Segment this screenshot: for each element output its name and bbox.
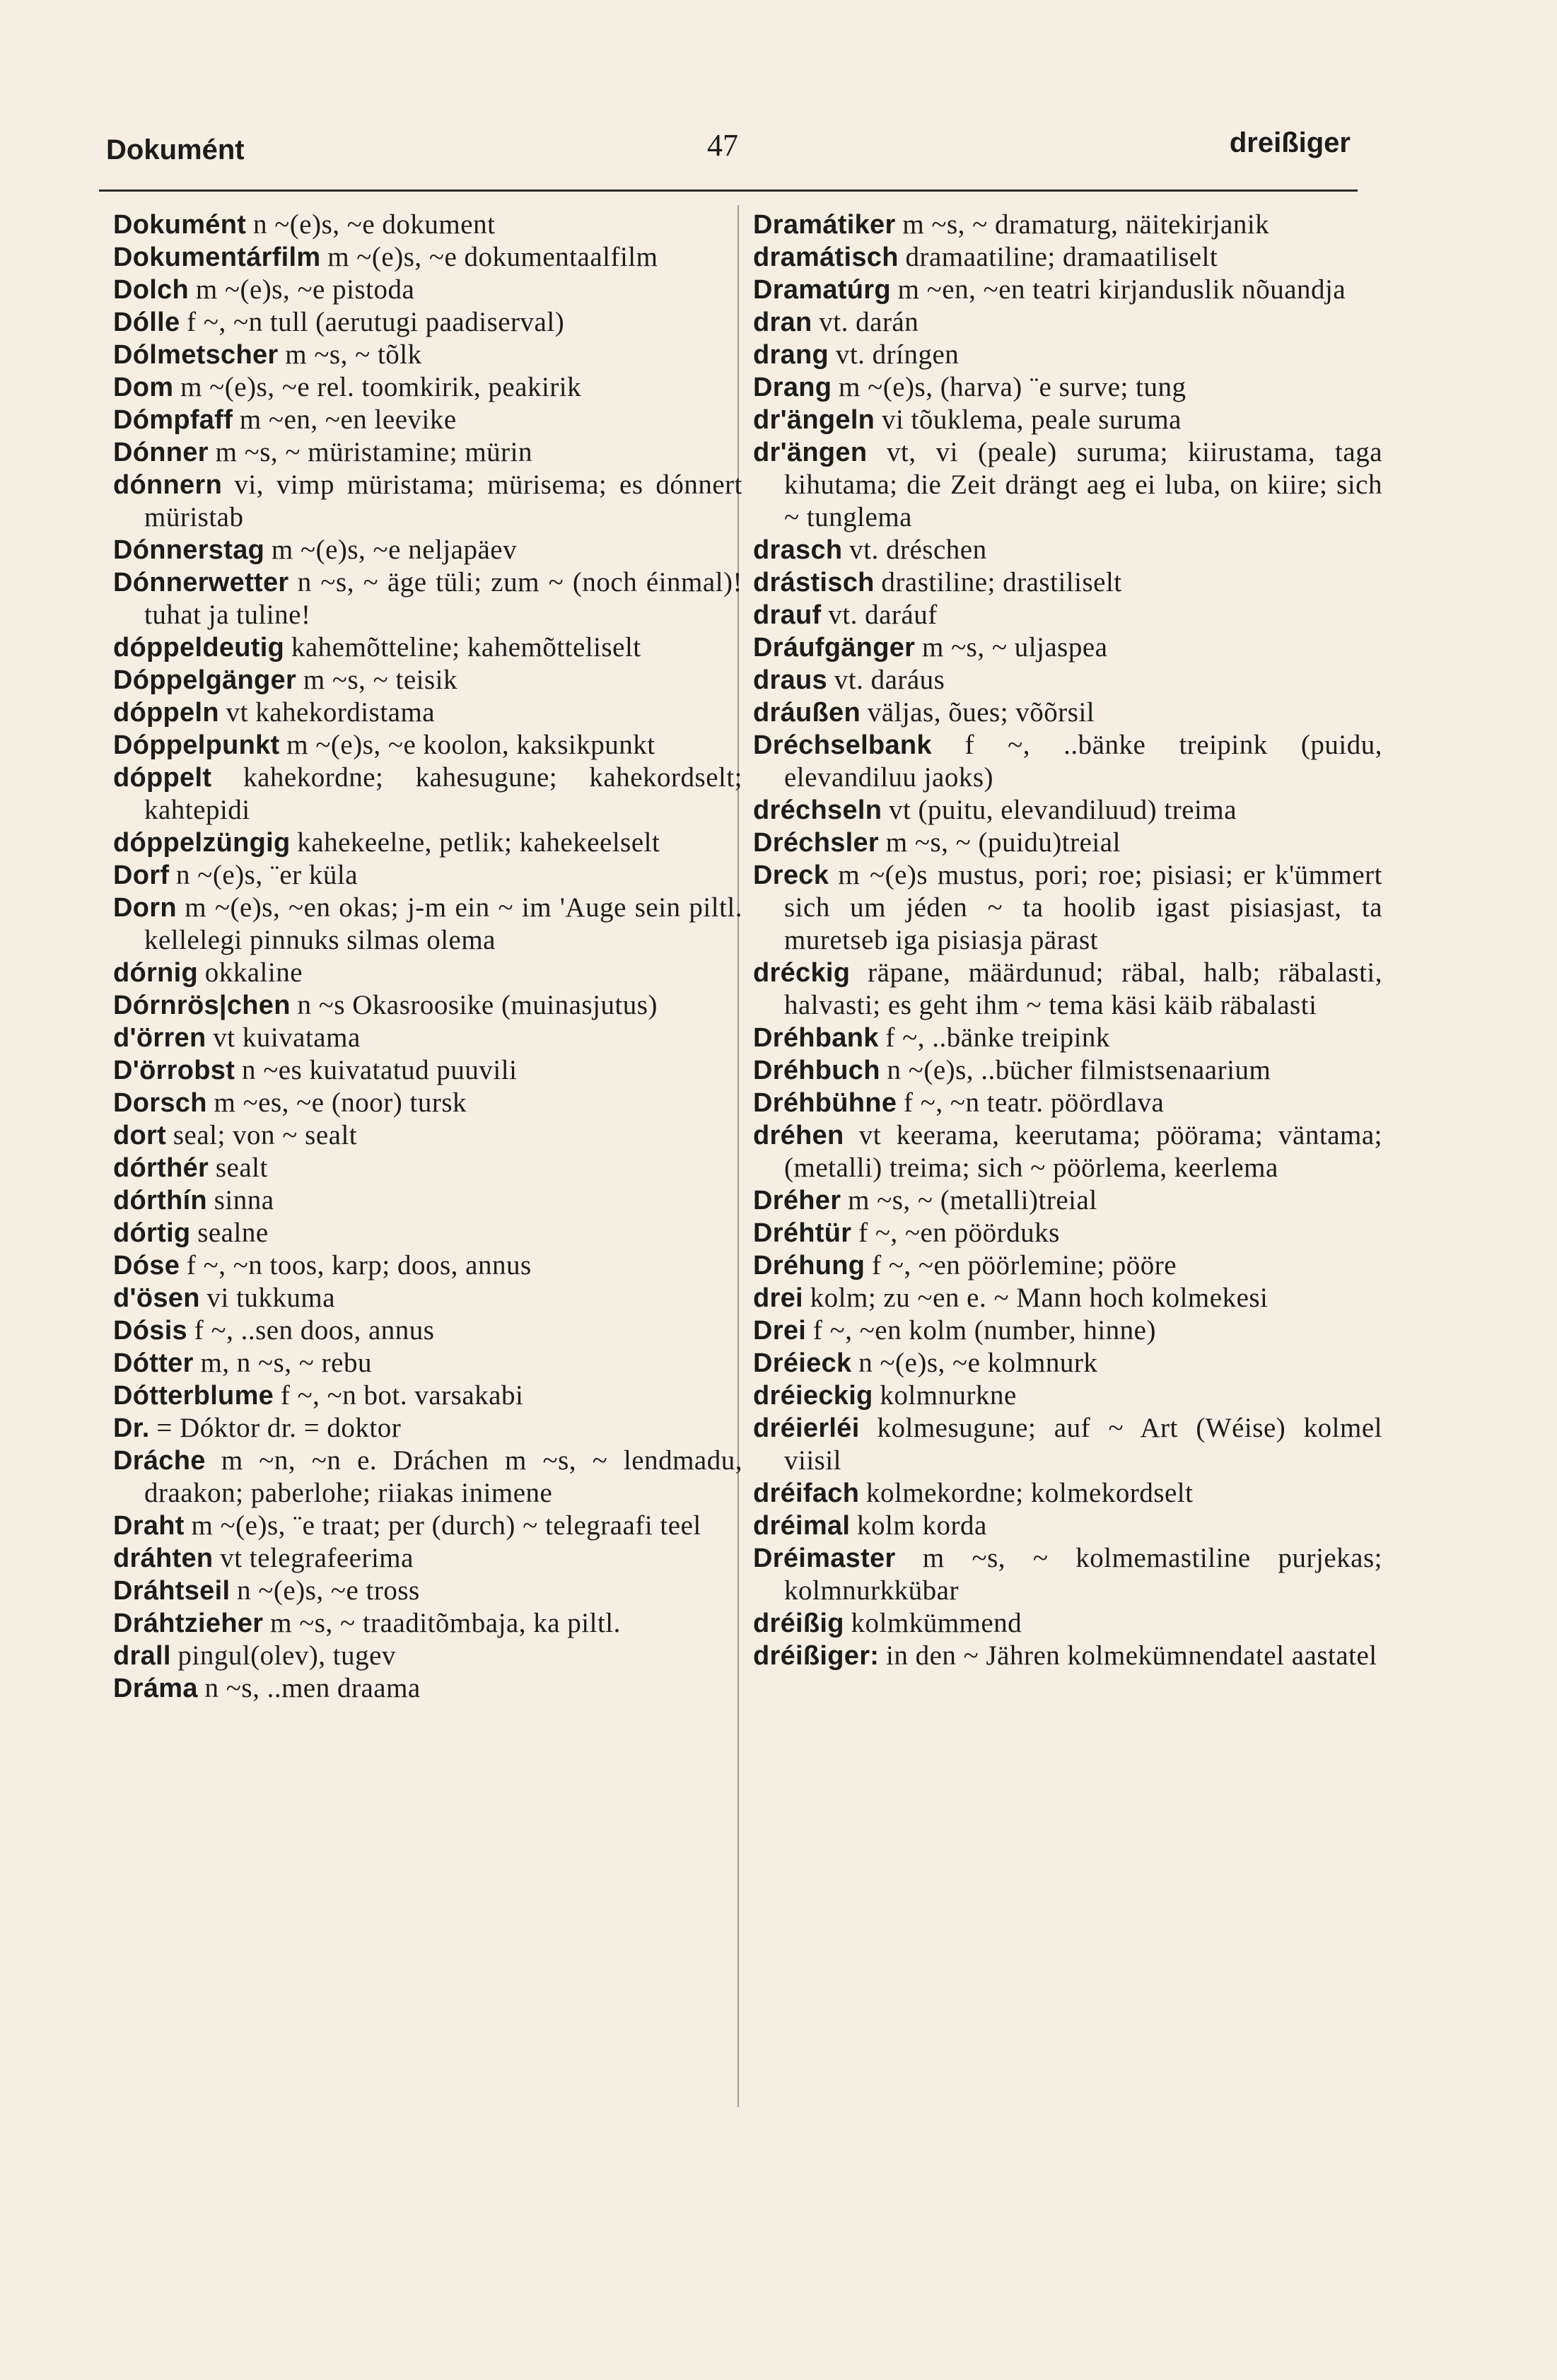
- entry-definition: vt. dréschen: [849, 535, 987, 565]
- entry-definition: f ~, ~n tull (aerutugi paadiserval): [187, 307, 565, 337]
- entry-definition: m ~en, ~en leevike: [239, 404, 457, 435]
- entry-definition: = Dóktor dr. = doktor: [156, 1413, 402, 1443]
- dictionary-entry: [113, 371, 742, 404]
- entry-headword: Dréher: [753, 1186, 841, 1215]
- dictionary-entry: [113, 469, 742, 534]
- right-column: [753, 209, 1382, 1672]
- entry-definition: m ~s, ~ (metalli)treial: [848, 1185, 1097, 1215]
- entry-headword: Dráufgänger: [753, 633, 916, 663]
- entry-headword: Dóppelgänger: [113, 665, 297, 695]
- entry-definition: vt telegrafeerima: [220, 1543, 414, 1573]
- entry-definition: f ~, ~n toos, karp; doos, annus: [186, 1250, 532, 1281]
- dictionary-entry: [753, 957, 1382, 1022]
- entry-definition: m ~(e)s, ~e koolon, kaksikpunkt: [286, 730, 655, 760]
- dictionary-entry: [113, 241, 742, 274]
- entry-headword: Drei: [753, 1316, 807, 1346]
- entry-definition: n ~(e)s, ..bücher filmistsenaarium: [887, 1055, 1271, 1085]
- dictionary-entry: [113, 274, 742, 306]
- dictionary-entry: [113, 729, 742, 762]
- entry-headword: Dokumént: [113, 210, 247, 240]
- dictionary-entry: [113, 631, 742, 664]
- entry-headword: Dótter: [113, 1348, 194, 1378]
- entry-definition: m ~s, ~ müristamine; mürin: [215, 437, 532, 467]
- entry-headword: dórthér: [113, 1153, 209, 1183]
- entry-headword: Dráma: [113, 1674, 198, 1703]
- dictionary-entry: [113, 696, 742, 729]
- entry-headword: drei: [753, 1283, 803, 1313]
- entry-headword: d'ösen: [113, 1283, 200, 1313]
- dictionary-entry: [113, 1412, 742, 1445]
- entry-headword: dr'ängeln: [753, 405, 875, 435]
- dictionary-entry: [753, 1510, 1382, 1542]
- dictionary-entry: [753, 631, 1382, 664]
- entry-definition: m ~s, ~ uljaspea: [921, 632, 1108, 663]
- dictionary-entry: [113, 1607, 742, 1640]
- entry-definition: f ~, ~en pöörduks: [858, 1218, 1060, 1248]
- dictionary-entry: [113, 404, 742, 436]
- entry-definition: vt kahekordistama: [226, 697, 436, 728]
- entry-headword: dóppeln: [113, 698, 219, 728]
- entry-definition: f ~, ..bänke treipink: [885, 1022, 1110, 1053]
- dictionary-entry: [113, 1347, 742, 1379]
- entry-headword: dréifach: [753, 1478, 860, 1508]
- entry-definition: sinna: [214, 1185, 274, 1215]
- entry-headword: drall: [113, 1641, 171, 1671]
- entry-definition: m ~(e)s, ~en okas; j-m ein ~ im 'Auge sein piltl. kellelegi pinnuks silmas olema: [144, 892, 742, 955]
- entry-headword: Dokumentárfilm: [113, 243, 321, 272]
- dictionary-entry: [113, 892, 742, 957]
- dictionary-entry: [753, 1282, 1382, 1314]
- entry-headword: Dólmetscher: [113, 340, 279, 370]
- entry-definition: n ~s, ~ äge tüli; zum ~ (noch éinmal)! tuhat ja tuline!: [144, 567, 743, 630]
- entry-definition: m ~(e)s, (harva) ¨e surve; tung: [839, 372, 1186, 402]
- entry-headword: dréierléi: [753, 1413, 860, 1443]
- entry-definition: okkaline: [204, 957, 303, 988]
- entry-headword: Dréhbühne: [753, 1088, 897, 1118]
- entry-definition: m ~n, ~n e. Dráchen m ~s, ~ lendmadu, draakon; paberlohe; riiakas inimene: [144, 1445, 742, 1508]
- entry-definition: kolm korda: [857, 1510, 987, 1541]
- dictionary-entry: [113, 1575, 742, 1607]
- entry-headword: dráhten: [113, 1544, 214, 1573]
- entry-definition: kahekeelne, petlik; kahekeelselt: [297, 827, 660, 858]
- entry-definition: vt. daráus: [834, 665, 945, 695]
- dictionary-entry: [753, 209, 1382, 241]
- dictionary-entry: [753, 827, 1382, 859]
- entry-headword: dórnig: [113, 958, 198, 988]
- dictionary-entry: [753, 436, 1382, 534]
- dictionary-entry: [753, 1412, 1382, 1477]
- entry-headword: Dráhtseil: [113, 1576, 231, 1606]
- entry-headword: dréhen: [753, 1121, 844, 1150]
- entry-definition: f ~, ~n teatr. pöördlava: [904, 1087, 1165, 1118]
- dictionary-entry: [113, 1510, 742, 1542]
- entry-headword: Dórnrös|chen: [113, 991, 291, 1020]
- entry-definition: kolmekordne; kolmekordselt: [865, 1478, 1194, 1508]
- entry-definition: f ~, ~en kolm (number, hinne): [812, 1315, 1156, 1346]
- entry-definition: drastiline; drastiliselt: [881, 567, 1122, 597]
- dictionary-entry: [753, 664, 1382, 696]
- entry-headword: Drang: [753, 373, 832, 402]
- dictionary-entry: [753, 1054, 1382, 1087]
- entry-definition: f ~, ~n bot. varsakabi: [280, 1380, 524, 1411]
- entry-headword: Dólle: [113, 308, 180, 337]
- dictionary-entry: [113, 1640, 742, 1672]
- entry-definition: sealt: [215, 1153, 268, 1183]
- entry-headword: dréchseln: [753, 795, 882, 825]
- entry-headword: drástisch: [753, 568, 875, 597]
- entry-headword: dréißig: [753, 1609, 844, 1638]
- entry-headword: Draht: [113, 1511, 185, 1541]
- dictionary-entry: [753, 371, 1382, 404]
- entry-definition: räpane, määrdunud; räbal, halb; räbalasti, halvasti; es geht ihm ~ tema käsi käib räbalasti: [784, 957, 1382, 1020]
- dictionary-entry: [113, 1217, 742, 1249]
- entry-definition: kolmnurkne: [880, 1380, 1017, 1411]
- entry-headword: Dolch: [113, 275, 189, 305]
- left-column: [113, 209, 742, 1705]
- entry-headword: drasch: [753, 535, 843, 565]
- entry-definition: seal; von ~ sealt: [173, 1120, 358, 1150]
- entry-definition: n ~(e)s, ¨er küla: [176, 860, 358, 890]
- entry-definition: m ~(e)s, ~e pistoda: [195, 274, 415, 305]
- dictionary-entry: [113, 1282, 742, 1314]
- dictionary-entry: [753, 1087, 1382, 1119]
- entry-definition: f ~, ..bänke treipink (puidu, elevandiluu jaoks): [784, 730, 1382, 793]
- entry-headword: Dréchsler: [753, 828, 880, 858]
- entry-definition: vt keerama, keerutama; pöörama; väntama; (metalli) treima; sich ~ pöörlema, keerlema: [784, 1120, 1382, 1183]
- entry-headword: dramátisch: [753, 243, 899, 272]
- entry-definition: n ~(e)s, ~e dokument: [252, 209, 496, 240]
- dictionary-entry: [113, 306, 742, 339]
- entry-definition: kolmkümmend: [851, 1608, 1022, 1638]
- dictionary-entry: [753, 696, 1382, 729]
- entry-headword: Dom: [113, 373, 174, 402]
- entry-headword: Dréimaster: [753, 1544, 896, 1573]
- dictionary-entry: [753, 1217, 1382, 1249]
- entry-definition: n ~s Okasroosike (muinasjutus): [297, 990, 658, 1020]
- entry-headword: Dráche: [113, 1446, 206, 1476]
- entry-definition: m ~s, ~ dramaturg, näitekirjanik: [902, 209, 1270, 240]
- entry-headword: Dr.: [113, 1413, 150, 1443]
- dictionary-entry: [113, 1379, 742, 1412]
- dictionary-entry: [753, 794, 1382, 827]
- dictionary-entry: [113, 1054, 742, 1087]
- entry-definition: m ~es, ~e (noor) tursk: [214, 1087, 467, 1118]
- dictionary-entry: [753, 1184, 1382, 1217]
- dictionary-entry: [753, 1379, 1382, 1412]
- entry-headword: Dónnerwetter: [113, 568, 289, 597]
- entry-definition: vt. dríngen: [835, 339, 960, 370]
- entry-headword: D'örrobst: [113, 1056, 235, 1085]
- page-header: [106, 127, 1351, 177]
- dictionary-entry: [753, 859, 1382, 957]
- entry-headword: Dráhtzieher: [113, 1609, 264, 1638]
- dictionary-entry: [753, 1607, 1382, 1640]
- dictionary-entry: [753, 306, 1382, 339]
- dictionary-entry: [753, 241, 1382, 274]
- entry-headword: Dorsch: [113, 1088, 207, 1118]
- entry-headword: Dréieck: [753, 1348, 852, 1378]
- entry-definition: n ~(e)s, ~e kolmnurk: [858, 1348, 1098, 1378]
- dictionary-entry: [753, 1119, 1382, 1184]
- entry-definition: kolm; zu ~en e. ~ Mann hoch kolmekesi: [810, 1283, 1269, 1313]
- dictionary-entry: [753, 274, 1382, 306]
- entry-definition: m ~s, ~ teisik: [303, 665, 458, 695]
- entry-headword: Dorf: [113, 861, 170, 890]
- entry-definition: m ~s, ~ traaditõmbaja, ka piltl.: [270, 1608, 621, 1638]
- dictionary-entry: [753, 1640, 1382, 1672]
- entry-definition: kahemõtteline; kahemõtteliselt: [291, 632, 641, 663]
- entry-definition: m ~s, ~ tõlk: [285, 339, 422, 370]
- right-guide-word: dreißiger: [1229, 127, 1351, 158]
- entry-definition: vi, vimp müristama; mürisema; es dónnert müristab: [144, 469, 743, 532]
- entry-definition: n ~s, ..men draama: [204, 1673, 421, 1703]
- entry-headword: dréißiger:: [753, 1641, 880, 1671]
- dictionary-entry: [113, 1672, 742, 1705]
- entry-definition: vi tukkuma: [206, 1283, 336, 1313]
- header-rule: [99, 189, 1358, 192]
- entry-headword: Dramatúrg: [753, 275, 891, 305]
- dictionary-entry: [113, 1087, 742, 1119]
- dictionary-entry: [113, 209, 742, 241]
- page-number: 47: [707, 128, 738, 163]
- entry-headword: dráußen: [753, 698, 861, 728]
- dictionary-entry: [113, 1314, 742, 1347]
- entry-headword: Dóse: [113, 1251, 180, 1281]
- entry-headword: drang: [753, 340, 829, 370]
- entry-definition: dramaatiline; dramaatiliselt: [905, 242, 1218, 272]
- entry-headword: dórthín: [113, 1186, 207, 1215]
- entry-definition: vt, vi (peale) suruma; kiirustama, taga kihutama; die Zeit drängt aeg ei luba, on kiire; sich ~ tunglema: [784, 437, 1383, 532]
- entry-headword: Dréhbuch: [753, 1056, 880, 1085]
- entry-headword: dónnern: [113, 470, 223, 500]
- entry-definition: m ~s, ~ (puidu)treial: [885, 827, 1121, 858]
- dictionary-entry: [753, 1477, 1382, 1510]
- entry-headword: Dréhtür: [753, 1218, 852, 1248]
- entry-headword: Dónner: [113, 438, 209, 467]
- entry-headword: dórtig: [113, 1218, 191, 1248]
- entry-definition: m ~(e)s, ¨e traat; per (durch) ~ telegraafi teel: [191, 1510, 701, 1541]
- entry-headword: dort: [113, 1121, 167, 1150]
- dictionary-entry: [113, 957, 742, 989]
- entry-definition: n ~(e)s, ~e tross: [237, 1575, 420, 1606]
- dictionary-entry: [113, 859, 742, 892]
- dictionary-entry: [753, 729, 1382, 794]
- entry-definition: m ~s, ~ kolmemastiline purjekas; kolmnurkkübar: [784, 1543, 1382, 1606]
- dictionary-entry: [113, 566, 742, 631]
- dictionary-entry: [113, 1542, 742, 1575]
- dictionary-entry: [113, 989, 742, 1022]
- entry-headword: dréckig: [753, 958, 851, 988]
- dictionary-entry: [753, 1347, 1382, 1379]
- entry-headword: Dótterblume: [113, 1381, 274, 1411]
- entry-headword: dóppeldeutig: [113, 633, 285, 663]
- entry-headword: d'örren: [113, 1023, 206, 1053]
- entry-headword: dréieckig: [753, 1381, 873, 1411]
- dictionary-entry: [753, 599, 1382, 631]
- entry-headword: dóppelt: [113, 763, 212, 793]
- entry-definition: sealne: [197, 1218, 269, 1248]
- left-guide-word: Dokumént: [106, 134, 245, 165]
- dictionary-entry: [753, 339, 1382, 371]
- entry-definition: pingul(olev), tugev: [177, 1640, 396, 1671]
- dictionary-entry: [753, 1314, 1382, 1347]
- entry-headword: Dómpfaff: [113, 405, 233, 435]
- entry-definition: m ~(e)s, ~e neljapäev: [271, 535, 518, 565]
- dictionary-entry: [113, 1152, 742, 1184]
- entry-headword: Dóppelpunkt: [113, 730, 280, 760]
- entry-headword: draus: [753, 665, 827, 695]
- dictionary-entry: [113, 1184, 742, 1217]
- dictionary-entry: [113, 1022, 742, 1054]
- entry-headword: dran: [753, 308, 812, 337]
- entry-definition: kolmesugune; auf ~ Art (Wéise) kolmel viisil: [784, 1413, 1382, 1476]
- entry-headword: Dreck: [753, 861, 829, 890]
- dictionary-entry: [113, 436, 742, 469]
- entry-definition: m ~(e)s, ~e dokumentaalfilm: [327, 242, 658, 272]
- entry-headword: Dónnerstag: [113, 535, 265, 565]
- dictionary-entry: [113, 339, 742, 371]
- entry-definition: väljas, õues; võõrsil: [867, 697, 1095, 728]
- entry-headword: Dramátiker: [753, 210, 896, 240]
- dictionary-entry: [753, 566, 1382, 599]
- entry-headword: Dréhung: [753, 1251, 865, 1281]
- entry-definition: kahekordne; kahesugune; kahekordselt; kahtepidi: [144, 762, 743, 825]
- entry-headword: Dréhbank: [753, 1023, 879, 1053]
- entry-headword: dr'ängen: [753, 438, 868, 467]
- entry-headword: drauf: [753, 600, 822, 630]
- dictionary-entry: [113, 1445, 742, 1510]
- entry-definition: m ~(e)s mustus, pori; roe; pisiasi; er k'ümmert sich um jéden ~ ta hoolib igast pisiasjast, ta muretseb iga pisiasja pärast: [784, 860, 1382, 955]
- entry-headword: dóppelzüngig: [113, 828, 291, 858]
- dictionary-entry: [753, 404, 1382, 436]
- dictionary-entry: [113, 827, 742, 859]
- entry-definition: in den ~ Jähren kolmekümnendatel aastatel: [886, 1640, 1377, 1671]
- dictionary-entry: [753, 534, 1382, 566]
- dictionary-entry: [113, 762, 742, 827]
- entry-definition: vt. daráuf: [828, 600, 938, 630]
- dictionary-entry: [753, 1022, 1382, 1054]
- entry-definition: m ~(e)s, ~e rel. toomkirik, peakirik: [180, 372, 582, 402]
- entry-headword: dréimal: [753, 1511, 851, 1541]
- entry-definition: f ~, ..sen doos, annus: [194, 1315, 435, 1346]
- dictionary-entry: [113, 664, 742, 696]
- entry-definition: f ~, ~en pöörlemine; pööre: [872, 1250, 1177, 1281]
- entry-definition: m ~en, ~en teatri kirjanduslik nõuandja: [897, 274, 1346, 305]
- entry-headword: Dréchselbank: [753, 730, 932, 760]
- dictionary-entry: [753, 1542, 1382, 1607]
- dictionary-entry: [113, 1119, 742, 1152]
- entry-headword: Dósis: [113, 1316, 187, 1346]
- dictionary-entry: [113, 534, 742, 566]
- entry-definition: m, n ~s, ~ rebu: [200, 1348, 372, 1378]
- entry-definition: vi tõuklema, peale suruma: [881, 404, 1182, 435]
- dictionary-entry: [753, 1249, 1382, 1282]
- entry-definition: vt (puitu, elevandiluud) treima: [888, 795, 1237, 825]
- entry-definition: n ~es kuivatatud puuvili: [241, 1055, 518, 1085]
- entry-definition: vt. darán: [819, 307, 919, 337]
- dictionary-entry: [113, 1249, 742, 1282]
- entry-headword: Dorn: [113, 893, 177, 923]
- entry-definition: vt kuivatama: [213, 1022, 361, 1053]
